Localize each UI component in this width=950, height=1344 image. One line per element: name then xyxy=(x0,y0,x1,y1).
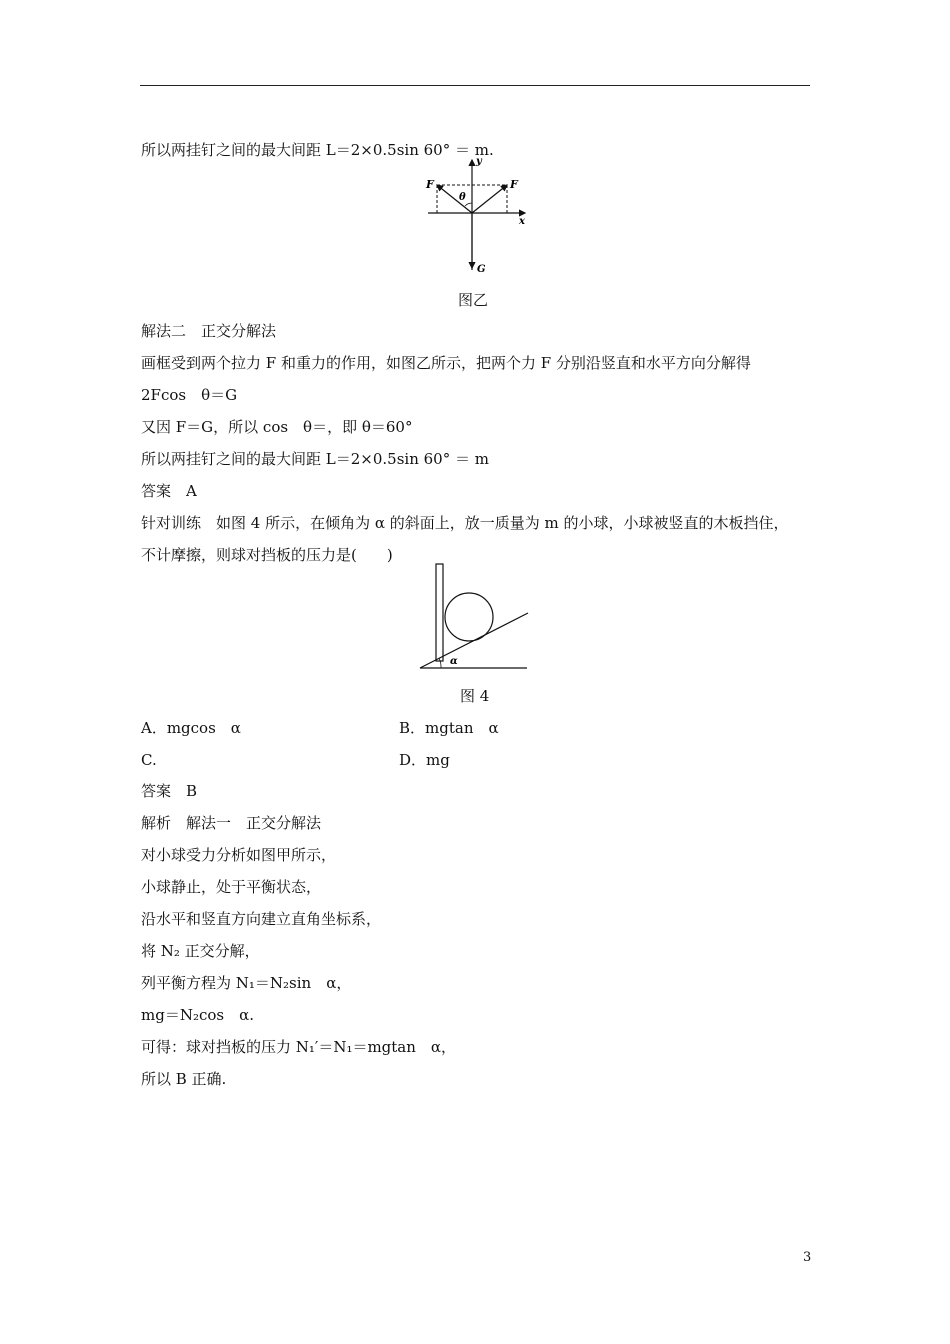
label-F-left: F xyxy=(426,178,434,191)
text-line: 不计摩擦，则球对挡板的压力是( ) xyxy=(141,546,393,564)
option-c: C. xyxy=(141,751,157,769)
label-alpha: α xyxy=(450,656,458,667)
figure-yi-caption: 图乙 xyxy=(458,291,489,309)
figure-4-incline-diagram xyxy=(415,560,535,675)
text-line: 针对训练 如图 4 所示，在倾角为 α 的斜面上，放一质量为 m 的小球，小球被竖直的木板挡住， xyxy=(141,514,789,532)
label-G: G xyxy=(477,264,486,275)
text-line: 所以两挂钉之间的最大间距 L＝2×0.5sin 60° ＝ m xyxy=(141,450,489,468)
figure-yi-force-diagram xyxy=(420,150,540,275)
force-left-vector xyxy=(437,185,472,213)
text-line: 画框受到两个拉力 F 和重力的作用，如图乙所示，把两个力 F 分别沿竖直和水平方向分解得 xyxy=(141,354,751,372)
force-right-vector xyxy=(472,185,507,213)
text-line: 答案 B xyxy=(141,782,198,800)
label-theta: θ xyxy=(459,192,466,203)
page-number: 3 xyxy=(803,1250,812,1265)
label-x: x xyxy=(519,216,525,227)
option-b: B．mgtan α xyxy=(399,719,499,737)
option-a: A．mgcos α xyxy=(141,719,241,737)
text-line: 答案 A xyxy=(141,482,197,500)
text-line: 列平衡方程为 N₁＝N₂sin α， xyxy=(141,974,352,992)
label-y: y xyxy=(476,156,482,167)
header-rule xyxy=(140,85,810,86)
text-line: 又因 F＝G，所以 cos θ＝，即 θ＝60° xyxy=(141,418,413,436)
label-F-right: F xyxy=(510,178,518,191)
vertical-board xyxy=(436,564,443,661)
text-line: 所以 B 正确. xyxy=(141,1070,227,1088)
alpha-arc xyxy=(439,658,441,668)
text-line: 解法二 正交分解法 xyxy=(141,322,277,340)
text-line: 2Fcos θ＝G xyxy=(141,386,238,404)
text-line: 将 N₂ 正交分解， xyxy=(141,942,260,960)
text-line: 小球静止，处于平衡状态， xyxy=(141,878,322,896)
text-line: 所以两挂钉之间的最大间距 L＝2×0.5sin 60° ＝ m. xyxy=(141,141,494,159)
figure-4-caption: 图 4 xyxy=(460,687,490,705)
ball xyxy=(445,593,493,641)
text-line: mg＝N₂cos α. xyxy=(141,1006,254,1024)
text-line: 可得：球对挡板的压力 N₁′＝N₁＝mgtan α， xyxy=(141,1038,457,1056)
text-line: 对小球受力分析如图甲所示， xyxy=(141,846,337,864)
theta-arc xyxy=(465,203,472,206)
text-line: 解析 解法一 正交分解法 xyxy=(141,814,322,832)
text-line: 沿水平和竖直方向建立直角坐标系， xyxy=(141,910,382,928)
option-d: D．mg xyxy=(399,751,450,769)
